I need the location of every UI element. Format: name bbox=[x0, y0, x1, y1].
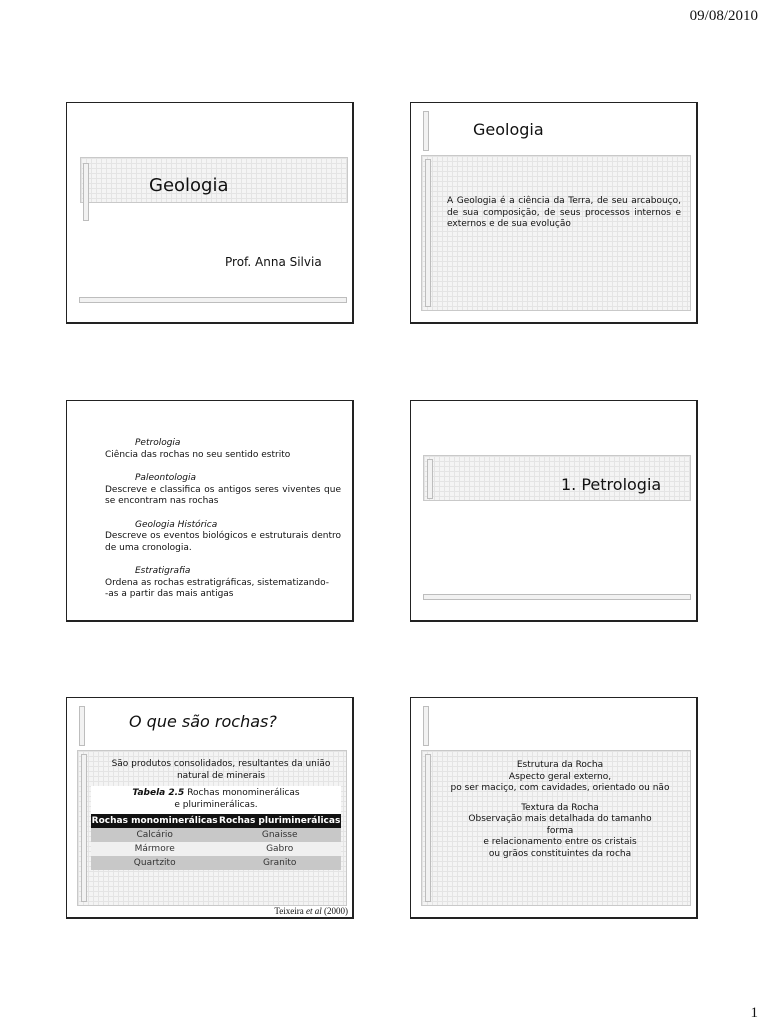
term-description: Ciência das rochas no seu sentido estrito bbox=[105, 449, 291, 460]
table-caption-line-2: e pluriminerálicas. bbox=[174, 799, 258, 810]
body-line: ou grãos constituintes da rocha bbox=[488, 848, 632, 859]
list-item bbox=[105, 473, 341, 508]
body-line bbox=[435, 795, 685, 803]
term-label: Geologia Histórica bbox=[135, 519, 218, 530]
term-label: Paleontologia bbox=[135, 473, 196, 483]
slide-2 bbox=[410, 102, 698, 324]
table-row bbox=[91, 842, 341, 856]
citation bbox=[274, 906, 348, 916]
rock-table-figure bbox=[91, 786, 341, 870]
vertical-accent-bar bbox=[427, 459, 433, 499]
vertical-accent-bar bbox=[83, 163, 89, 221]
vertical-accent-bar bbox=[423, 111, 429, 151]
page-number: 1 bbox=[750, 1005, 758, 1021]
citation-et-al: et al bbox=[306, 906, 322, 916]
table-cell: Calcário bbox=[91, 828, 218, 842]
rock-table bbox=[91, 814, 341, 870]
list-item bbox=[105, 438, 341, 461]
term-description: Descreve e classifica os antigos seres viventes que se encontram nas rochas bbox=[105, 484, 341, 506]
term-description: Descreve os eventos biológicos e estruturais dentro de uma cronologia. bbox=[105, 531, 341, 553]
body-line: Estrutura da Rocha bbox=[516, 760, 604, 770]
horizontal-accent-bar bbox=[79, 297, 347, 303]
slide-4 bbox=[410, 400, 698, 622]
body-line: Textura da Rocha bbox=[521, 802, 599, 813]
table-cell: Gnaisse bbox=[218, 828, 341, 842]
body-line: po ser maciço, com cavidades, orientado ou não bbox=[450, 783, 670, 793]
vertical-accent-bar bbox=[81, 754, 87, 902]
table-label: Tabela 2.5 bbox=[132, 788, 185, 798]
citation-author: Teixeira bbox=[274, 906, 304, 916]
body-line: forma bbox=[546, 825, 574, 836]
slide-3 bbox=[66, 400, 354, 622]
vertical-accent-bar bbox=[79, 706, 85, 746]
slide-6 bbox=[410, 697, 698, 919]
slide-2-body: A Geologia é a ciência da Terra, de seu arcabouço, de sua composição, de seus processos internos e externos e de sua evolução bbox=[447, 196, 681, 229]
slide-1-author: Prof. Anna Silvia bbox=[225, 255, 322, 269]
citation-year: (2000) bbox=[324, 906, 348, 916]
body-line: Aspecto geral externo, bbox=[508, 771, 612, 782]
vertical-accent-bar bbox=[423, 706, 429, 746]
table-caption-line-1: Rochas monominerálicas bbox=[187, 788, 300, 798]
horizontal-accent-bar bbox=[423, 594, 691, 600]
table-header-cell: Rochas monominerálicas bbox=[91, 816, 218, 826]
page-date: 09/08/2010 bbox=[689, 8, 758, 24]
slide-4-title: 1. Petrologia bbox=[561, 475, 662, 494]
slide-6-body bbox=[435, 760, 685, 860]
term-label: Estratigrafia bbox=[135, 566, 191, 576]
table-caption bbox=[91, 788, 341, 811]
slide-5-title: O que são rochas? bbox=[129, 712, 277, 731]
term-description: Ordena as rochas estratigráficas, sistematizando- -as a partir das mais antigas bbox=[105, 577, 330, 599]
table-header-row bbox=[91, 814, 341, 828]
slide-3-list bbox=[105, 438, 341, 601]
body-line: Observação mais detalhada do tamanho bbox=[468, 814, 652, 824]
list-item bbox=[105, 520, 341, 555]
table-cell: Granito bbox=[218, 856, 341, 870]
slide-1-title: Geologia bbox=[149, 175, 229, 196]
body-line: e relacionamento entre os cristais bbox=[483, 837, 637, 847]
slide-1 bbox=[66, 102, 354, 324]
list-item bbox=[105, 566, 341, 601]
slide-5 bbox=[66, 697, 354, 919]
vertical-accent-bar bbox=[425, 159, 431, 307]
table-row bbox=[91, 828, 341, 842]
slide-2-title: Geologia bbox=[473, 120, 544, 139]
table-cell: Gabro bbox=[218, 842, 341, 856]
table-cell: Mármore bbox=[91, 842, 218, 856]
table-cell: Quartzito bbox=[91, 856, 218, 870]
content-panel bbox=[421, 155, 691, 311]
slide-5-intro: São produtos consolidados, resultantes da união natural de minerais bbox=[111, 759, 331, 781]
vertical-accent-bar bbox=[425, 754, 431, 902]
term-label: Petrologia bbox=[135, 438, 181, 448]
table-header-cell: Rochas pluriminerálicas bbox=[219, 816, 341, 826]
table-row bbox=[91, 856, 341, 870]
